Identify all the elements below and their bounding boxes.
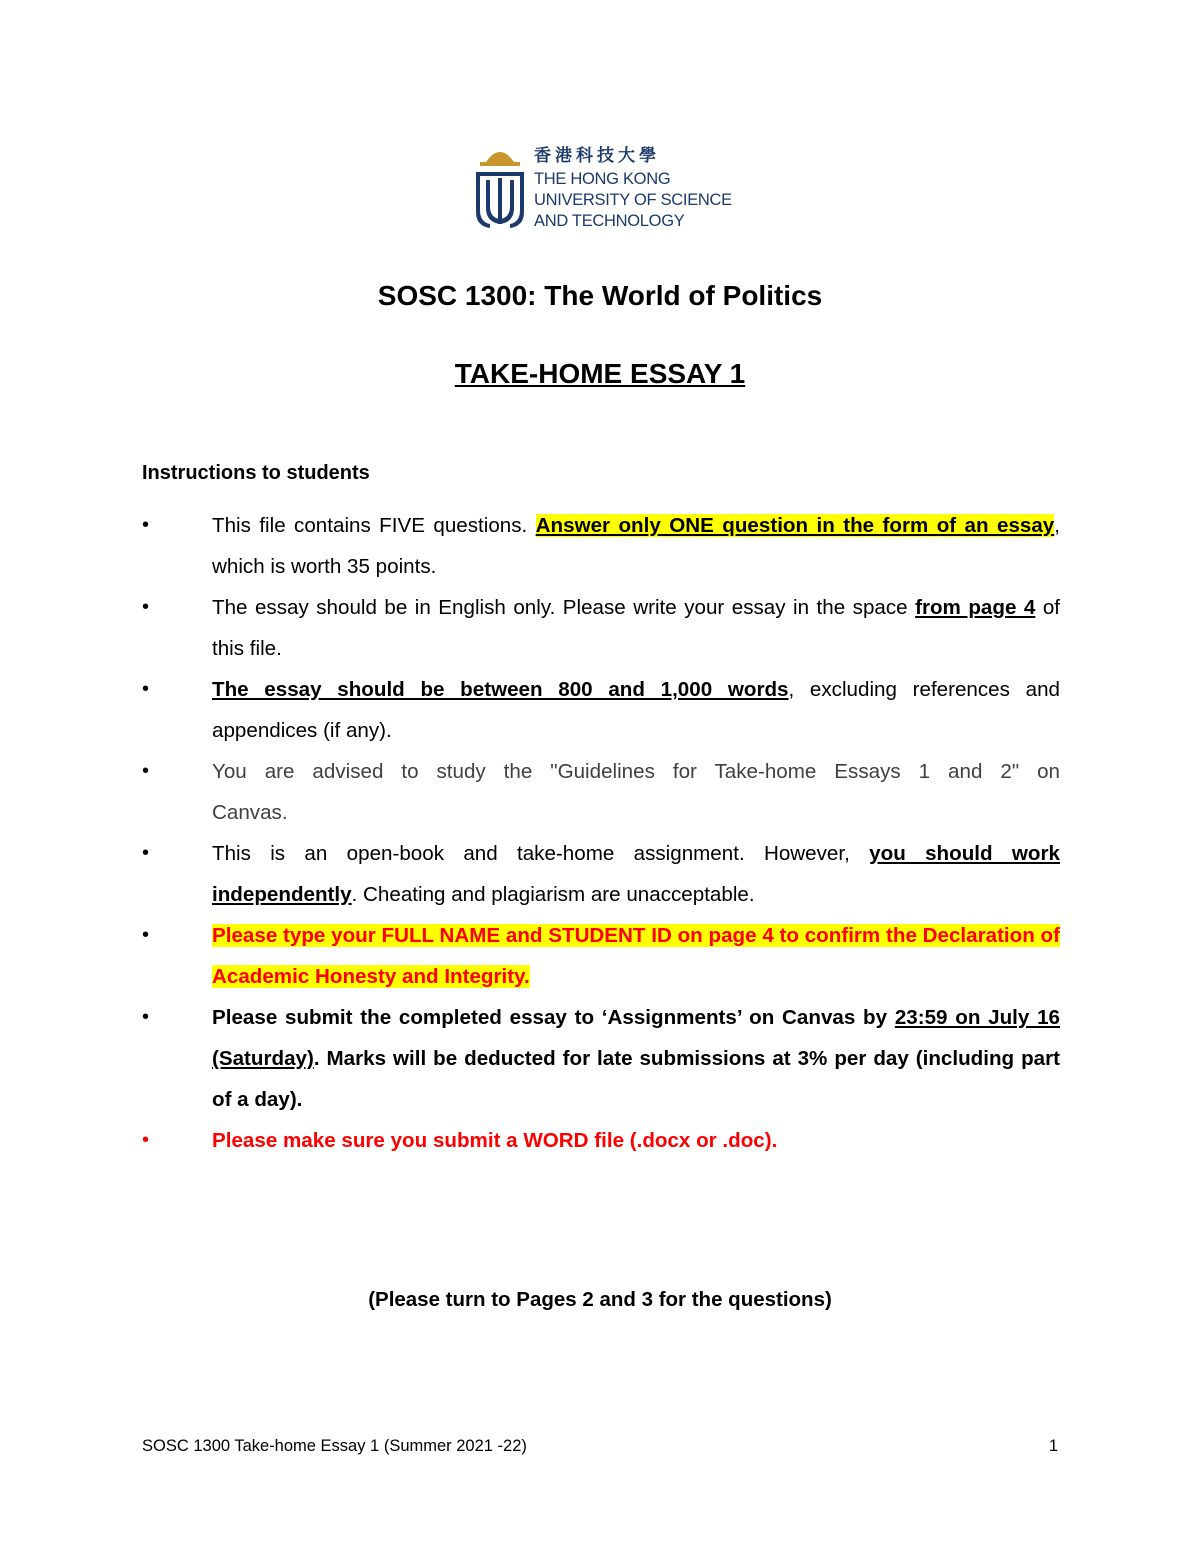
instruction-text: Please submit the completed essay to ‘Assignments’ on Canvas by xyxy=(212,1006,895,1029)
logo-chinese-name: 香港科技大學 xyxy=(534,146,660,166)
instruction-text: , which is worth 35 points. xyxy=(212,514,1060,578)
bullet-icon: • xyxy=(142,924,150,946)
hkust-emblem-icon xyxy=(472,140,528,232)
instruction-text: This file contains FIVE questions. xyxy=(212,514,536,537)
turn-page-note: (Please turn to Pages 2 and 3 for the questions) xyxy=(368,1288,832,1311)
instruction-text: of this file. xyxy=(212,596,1061,660)
document-title: SOSC 1300: The World of Politics xyxy=(377,280,823,311)
bullet-icon: • xyxy=(142,596,150,618)
instruction-item xyxy=(142,915,1060,997)
instruction-emphasis: Answer only ONE question in the form of an essay xyxy=(535,514,1055,537)
instructions-list xyxy=(142,505,1060,1161)
instruction-emphasis: 23:59 on July 16 (Saturday) xyxy=(212,1006,1061,1070)
bullet-icon: • xyxy=(142,514,150,536)
footer-text: SOSC 1300 Take-home Essay 1 (Summer 2021 -22) xyxy=(142,1437,527,1455)
instruction-item xyxy=(142,997,1060,1120)
instruction-item xyxy=(142,505,1060,587)
bullet-icon: • xyxy=(142,760,150,782)
page-number: 1 xyxy=(1048,1437,1058,1455)
logo-english-line-3: AND TECHNOLOGY xyxy=(534,212,685,230)
bullet-icon: • xyxy=(142,842,150,864)
instruction-item xyxy=(142,1120,1060,1161)
logo-english-line-1: THE HONG KONG xyxy=(534,170,671,188)
instruction-item xyxy=(142,669,1060,751)
instruction-emphasis: The essay should be between 800 and 1,000 words xyxy=(212,678,789,701)
document-subtitle: TAKE-HOME ESSAY 1 xyxy=(454,358,746,389)
instruction-item xyxy=(142,833,1060,915)
bullet-icon: • xyxy=(142,678,150,700)
instruction-item xyxy=(142,587,1060,669)
instruction-text: . Marks will be deducted for late submissions at 3% per day (including part of a day). xyxy=(212,1047,1060,1111)
bullet-icon: • xyxy=(142,1006,150,1028)
instruction-text: This is an open-book and take-home assignment. However, xyxy=(212,842,870,865)
hkust-logo xyxy=(472,140,742,240)
instruction-emphasis: Please make sure you submit a WORD file (.docx or .doc). xyxy=(212,1129,778,1152)
instruction-emphasis: you should work independently xyxy=(212,842,1060,906)
instruction-text: , excluding references and appendices (if any). xyxy=(212,678,1060,742)
instruction-text: The essay should be in English only. Please write your essay in the space xyxy=(212,596,916,619)
bullet-icon: • xyxy=(142,1129,150,1151)
instruction-text: . Cheating and plagiarism are unacceptable. xyxy=(351,883,755,906)
logo-english-line-2: UNIVERSITY OF SCIENCE xyxy=(534,191,732,209)
instruction-item xyxy=(142,751,1060,833)
instruction-text: You are advised to study the "Guidelines for Take-home Essays 1 and 2" on Canvas. xyxy=(212,760,1060,824)
instructions-heading: Instructions to students xyxy=(142,462,370,484)
instruction-emphasis: from page 4 xyxy=(915,596,1036,619)
instruction-emphasis: Please type your FULL NAME and STUDENT ID on page 4 to confirm the Declaration of Academic Honesty and Integrity. xyxy=(212,924,1060,988)
